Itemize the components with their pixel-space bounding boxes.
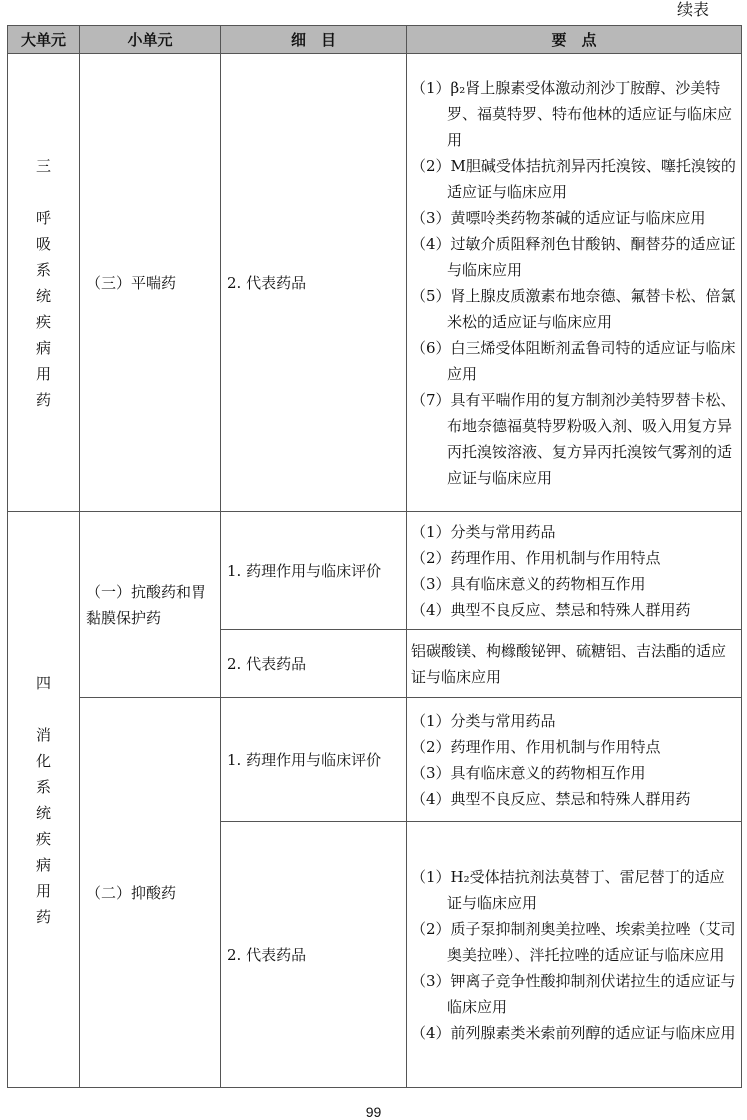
page-number: 99 xyxy=(365,1104,382,1120)
table-row xyxy=(8,512,742,630)
points-cell xyxy=(407,630,742,698)
key-point: （3）具有临床意义的药物相互作用 xyxy=(411,763,646,782)
major-unit-cell xyxy=(8,512,80,1088)
key-point: （4）前列腺素类米索前列醇的适应证与临床应用 xyxy=(411,1023,736,1042)
unit-char: 病 xyxy=(35,855,51,874)
sub-unit-cell: （三）平喘药 xyxy=(80,54,221,512)
key-point: （5）肾上腺皮质激素布地奈德、氟替卡松、倍氯米松的适应证与临床应用 xyxy=(411,286,736,331)
item-cell: 2. 代表药品 xyxy=(221,822,407,1088)
key-point: （4）典型不良反应、禁忌和特殊人群用药 xyxy=(411,600,691,619)
points-cell xyxy=(407,54,742,512)
key-point: （7）具有平喘作用的复方制剂沙美特罗替卡松、布地奈德福莫特罗粉吸入剂、吸入用复方异丙托溴铵溶液、复方异丙托溴铵气雾剂的适应证与临床应用 xyxy=(411,390,736,487)
continued-label: 续表 xyxy=(676,0,709,19)
header-major-unit: 大单元 xyxy=(8,26,80,54)
unit-char: 病 xyxy=(35,338,51,357)
unit-char: 用 xyxy=(35,881,51,900)
unit-char: 消 xyxy=(35,725,51,744)
key-point: （3）钾离子竞争性酸抑制剂伏诺拉生的适应证与临床应用 xyxy=(411,971,736,1016)
key-point: 铝碳酸镁、枸橼酸铋钾、硫糖铝、吉法酯的适应证与临床应用 xyxy=(411,641,727,686)
key-point: （4）典型不良反应、禁忌和特殊人群用药 xyxy=(411,789,691,808)
unit-char: 疾 xyxy=(35,312,51,331)
points-cell xyxy=(407,698,742,822)
key-point: （4）过敏介质阻释剂色甘酸钠、酮替芬的适应证与临床应用 xyxy=(411,234,736,279)
sub-unit-cell: （一）抗酸药和胃黏膜保护药 xyxy=(80,512,221,698)
unit-char: 系 xyxy=(35,777,51,796)
table-header-row xyxy=(8,26,742,54)
major-unit-label xyxy=(36,153,51,413)
table-row xyxy=(8,54,742,512)
table-row xyxy=(8,698,742,822)
major-unit-label xyxy=(36,670,51,930)
key-point: （3）具有临床意义的药物相互作用 xyxy=(411,574,646,593)
item-cell: 1. 药理作用与临床评价 xyxy=(221,698,407,822)
unit-number: 三 xyxy=(35,156,51,175)
unit-char: 统 xyxy=(35,286,51,305)
points-cell xyxy=(407,822,742,1088)
key-point: （2）药理作用、作用机制与作用特点 xyxy=(411,548,661,567)
key-point: （1）分类与常用药品 xyxy=(411,522,556,541)
key-point: （2）质子泵抑制剂奥美拉唑、埃索美拉唑（艾司奥美拉唑）、泮托拉唑的适应证与临床应用 xyxy=(411,919,736,964)
sub-unit-cell: （二）抑酸药 xyxy=(80,698,221,1088)
major-unit-cell xyxy=(8,54,80,512)
unit-char: 吸 xyxy=(35,234,51,253)
unit-char: 药 xyxy=(35,390,51,409)
key-point: （2）药理作用、作用机制与作用特点 xyxy=(411,737,661,756)
key-point: （1）β₂肾上腺素受体激动剂沙丁胺醇、沙美特罗、福莫特罗、特布他林的适应证与临床应用 xyxy=(411,78,733,149)
header-key-points: 要 点 xyxy=(407,26,742,54)
header-item: 细 目 xyxy=(221,26,407,54)
unit-number: 四 xyxy=(35,673,51,692)
item-cell: 2. 代表药品 xyxy=(221,630,407,698)
key-point: （2）M胆碱受体拮抗剂异丙托溴铵、噻托溴铵的适应证与临床应用 xyxy=(411,156,736,201)
key-point: （3）黄嘌呤类药物茶碱的适应证与临床应用 xyxy=(411,208,706,227)
key-point: （6）白三烯受体阻断剂孟鲁司特的适应证与临床应用 xyxy=(411,338,736,383)
header-sub-unit: 小单元 xyxy=(80,26,221,54)
unit-char: 系 xyxy=(35,260,51,279)
unit-char: 统 xyxy=(35,803,51,822)
item-cell: 1. 药理作用与临床评价 xyxy=(221,512,407,630)
unit-char: 药 xyxy=(35,907,51,926)
key-point: （1）H₂受体拮抗剂法莫替丁、雷尼替丁的适应证与临床应用 xyxy=(411,867,725,912)
unit-char: 用 xyxy=(35,364,51,383)
key-point: （1）分类与常用药品 xyxy=(411,711,556,730)
item-cell: 2. 代表药品 xyxy=(221,54,407,512)
unit-char: 呼 xyxy=(35,208,51,227)
unit-char: 化 xyxy=(35,751,51,770)
syllabus-table xyxy=(7,25,742,1088)
points-cell xyxy=(407,512,742,630)
unit-char: 疾 xyxy=(35,829,51,848)
